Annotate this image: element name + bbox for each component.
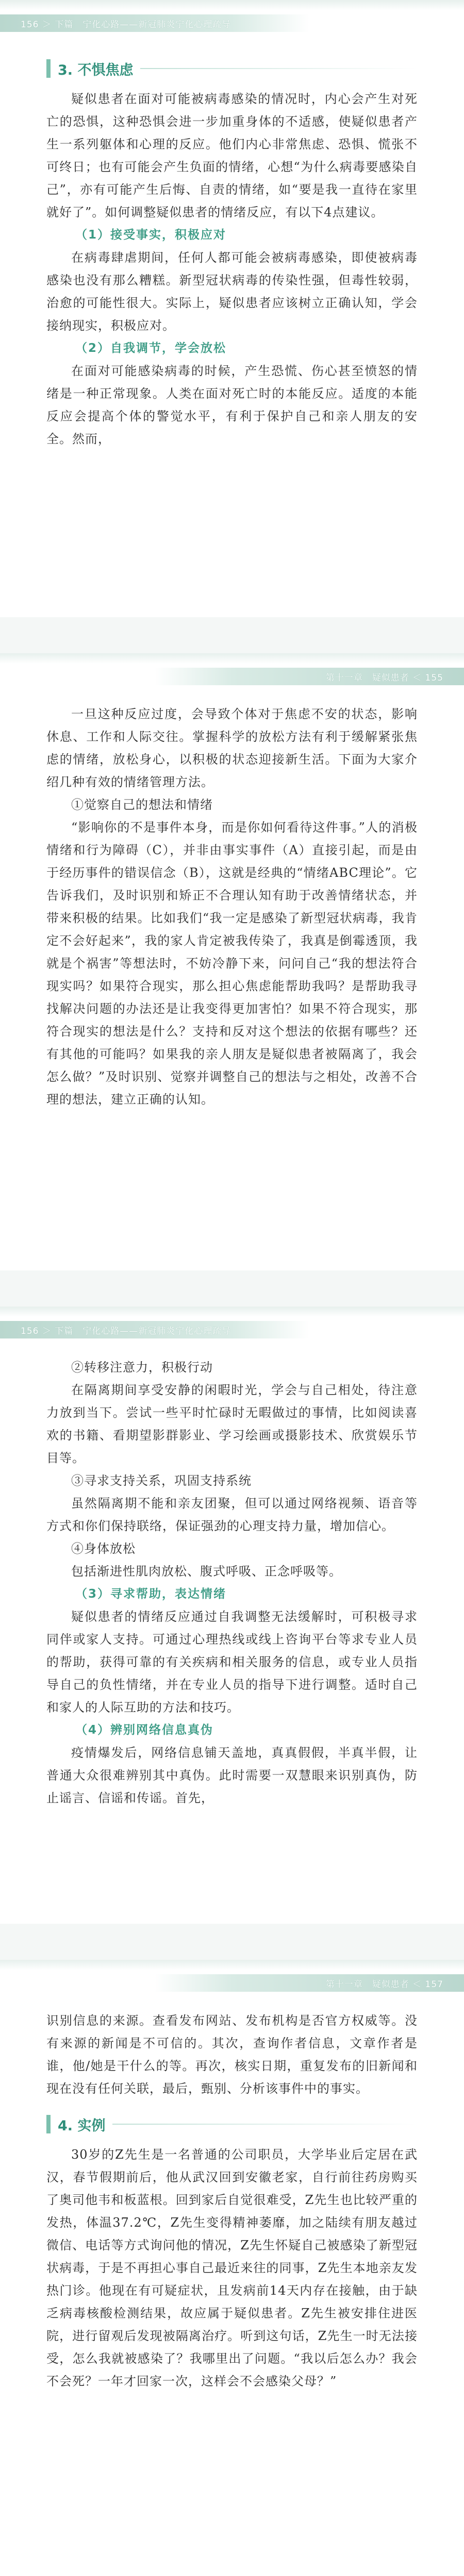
paragraph: 30岁的Z先生是一名普通的公司职员，大学毕业后定居在武汉，春节假期前后，他从武汉回到安徽老家，自行前往药房购买了奥司他韦和板蓝根。回到家后自觉很难受，Z先生也比较严重的发热，体温37.2℃，Z先生变得精神萎靡，加之陆续有朋友越过微信、电话等方式询问他的情况，Z先生怀疑自己被感染了新型冠状病毒，于是不再担心事自己最近来往的同事，Z先生本地亲友发热门诊。他现在有可疑症状，且发病前14天内存在接触，由于缺乏病毒核酸检测结果，故应属于疑似患者。Z先生被安排住进医院，进行留观后发现被隔离治疗。听到这句话，Z先生一时无法接受，怎么我就被感染了？我哪里出了问题。“我以后怎么办？我会不会死？一年才回家一次，这样会不会感染父母？”: [46, 2147, 418, 2388]
section-title-text: 4. 实例: [58, 2117, 106, 2134]
header-text: 第十一章 疑似患者 ＜ 157: [325, 1979, 443, 1990]
subheading: （3）寻求帮助，表达情绪: [75, 1587, 227, 1601]
section-divider: [112, 2124, 418, 2125]
page-1: [0, 0, 464, 617]
page-header: [0, 1321, 309, 1338]
page-3: [0, 1307, 464, 1924]
paragraph: 疑似患者在面对可能被病毒感染的情况时，内心会产生对死亡的恐惧，这种恐惧会进一步加重身体的不适感，使疑似患者产生一系列躯体和心理的反应。他们内心非常焦虑、恐惧、慌张不可终日；也有可能会产生负面的情绪，心想“为什么病毒要感染自己”，亦有可能产生后悔、自责的情绪，如“要是我一直待在家里就好了”。如何调整疑似患者的情绪反应，有以下4点建议。: [46, 92, 418, 219]
list-item: ④身体放松: [71, 1541, 136, 1556]
section-divider: [140, 68, 418, 69]
subheading: （1）接受事实，积极应对: [75, 228, 227, 242]
page-header: [155, 668, 464, 685]
header-text: 第十一章 疑似患者 ＜ 155: [325, 672, 443, 683]
section-title-text: 3. 不惧焦虑: [58, 62, 134, 78]
list-item: ③寻求支持关系，巩固支持系统: [71, 1473, 252, 1488]
subheading: （4）辨别网络信息真伪: [75, 1723, 214, 1737]
paragraph: 包括渐进性肌肉放松、腹式呼吸、正念呼吸等。: [71, 1564, 342, 1579]
section-title: [46, 55, 418, 82]
paragraph: 虽然隔离期不能和亲友团聚，但可以通过网络视频、语音等方式和你们保持联络，保证强劲的心理支持力量，增加信心。: [46, 1496, 418, 1533]
paragraph: 在病毒肆虐期间，任何人都可能会被病毒感染，即使被病毒感染也没有那么糟糕。新型冠状病毒的传染性强，但毒性较弱，治愈的可能性很大。实际上，疑似患者应该树立正确认知，学会接纳现实，积极应对。: [46, 250, 418, 333]
paragraph: 疫情爆发后，网络信息铺天盖地，真真假假，半真半假，让普通大众很难辨别其中真伪。此时需要一双慧眼来识别真伪，防止谣言、信谣和传谣。首先，: [46, 1745, 418, 1805]
list-item: ①觉察自己的想法和情绪: [71, 798, 213, 812]
header-text: 156 ＞ 下篇 宁化心路——新冠肺炎宁化心理疏导: [21, 19, 231, 30]
section-marker: [46, 59, 51, 78]
paragraph: 在面对可能感染病毒的时候，产生恐慌、伤心甚至愤怒的情绪是一种正常现象。人类在面对死亡时的本能反应。适度的本能反应会提高个体的警觉水平，有利于保护自己和亲人朋友的安全。然而，: [46, 364, 418, 446]
paragraph: 一旦这种反应过度，会导致个体对于焦虑不安的状态，影响休息、工作和人际交往。掌握科学的放松方法有利于缓解紧张焦虑的情绪，放松身心，以积极的状态迎接新生活。下面为大家介绍几种有效的情绪管理方法。: [46, 707, 418, 789]
page-4: [0, 1960, 464, 2576]
paragraph: 在隔离期间享受安静的闲暇时光，学会与自己相处，待注意力放到当下。尝试一些平时忙碌时无暇做过的事情，比如阅读喜欢的书籍、看期望影群影业、学习绘画或摄影技术、欣赏娱乐节目等。: [46, 1383, 418, 1465]
list-item: ②转移注意力，积极行动: [71, 1360, 213, 1375]
page-header: [0, 14, 309, 32]
header-text: 156 ＞ 下篇 宁化心路——新冠肺炎宁化心理疏导: [21, 1326, 231, 1336]
paragraph: 疑似患者的情绪反应通过自我调整无法缓解时，可积极寻求同伴或家人支持。可通过心理热线或线上咨询平台等求专业人员的帮助，获得可靠的有关疾病和相关服务的信息，或专业人员指导自己的负性情绪，并在专业人员的指导下进行调整。适时自己和家人的人际互助的方法和技巧。: [46, 1609, 418, 1715]
page-header: [155, 1974, 464, 1992]
paragraph: 识别信息的来源。查看发布网站、发布机构是否官方权威等。没有来源的新闻是不可信的。其次，查询作者信息，文章作者是谁，他/她是干什么的等。再次，核实日期，重复发布的旧新闻和现在没有任何关联，最后，甄别、分析该事件中的事实。: [46, 2013, 418, 2096]
paragraph: “影响你的不是事件本身，而是你如何看待这件事。”人的消极情绪和行为障碍（C），并非由事实事件（A）直接引起，而是由于经历事件的错误信念（B），这就是经典的“情绪ABC理论”。它告诉我们，及时识别和矫正不合理认知有助于改善情绪状态，并带来积极的结果。比如我们“我一定是感染了新型冠状病毒，我肯定不会好起来”，我的家人肯定被我传染了，我真是倒霉透顶，我就是个祸害”等想法时，不妨冷静下来，问问自己“我的想法符合现实吗？如果符合现实，那么担心焦虑能帮助我吗？是帮助我寻找解决问题的办法还是让我变得更加害怕？如果不符合现实，那符合现实的想法是什么？支持和反对这个想法的依据有哪些？还有其他的可能吗？如果我的亲人朋友是疑似患者被隔离了，我会怎么做？”及时识别、觉察并调整自己的想法与之相处，改善不合理的想法，建立正确的认知。: [46, 820, 418, 1107]
section-title: [46, 2110, 418, 2138]
subheading: （2）自我调节，学会放松: [75, 342, 227, 355]
section-marker: [46, 2115, 51, 2133]
page-2: [0, 653, 464, 1270]
